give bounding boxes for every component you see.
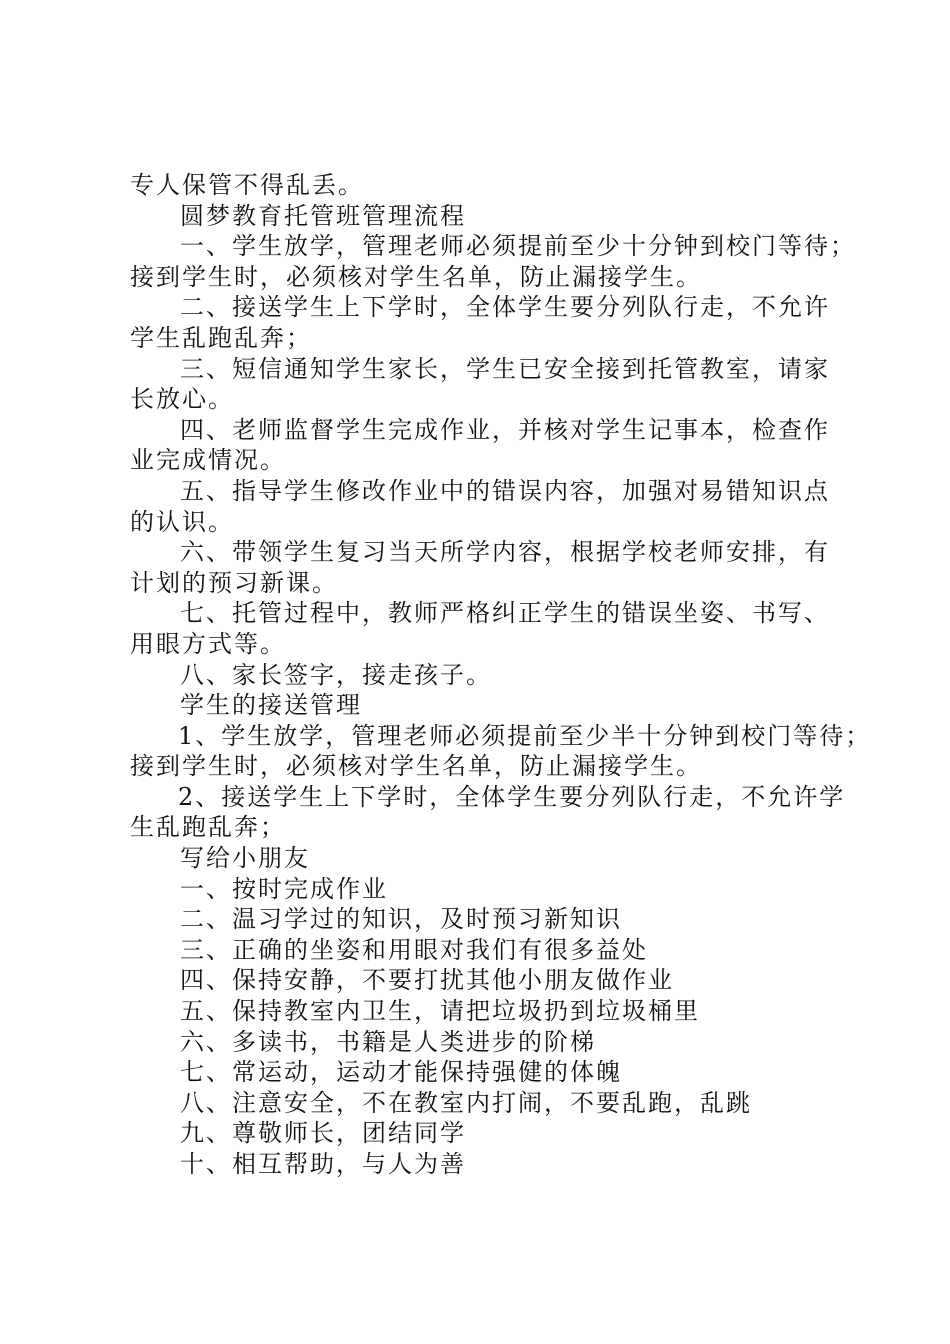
list-item: 七、常运动，运动才能保持强健的体魄 (180, 1058, 622, 1087)
section-heading: 写给小朋友 (180, 844, 310, 873)
list-item: 二、温习学过的知识，及时预习新知识 (180, 905, 622, 934)
list-item: 十、相互帮助，与人为善 (180, 1150, 466, 1178)
text-line: 三、短信通知学生家长，学生已安全接到托管教室，请家 (180, 354, 830, 383)
document-body (130, 170, 872, 1180)
list-item: 八、注意安全，不在教室内打闹，不要乱跑，乱跳 (180, 1088, 752, 1117)
text-line: 二、接送学生上下学时，全体学生要分列队行走，不允许 (180, 293, 830, 322)
text-line: 2、接送学生上下学时，全体学生要分列队行走，不允许学 (178, 782, 846, 811)
text-line: 六、带领学生复习当天所学内容，根据学校老师安排，有 (180, 538, 830, 567)
text-line: 用眼方式等。 (130, 629, 286, 658)
list-item: 一、按时完成作业 (180, 874, 388, 903)
text-line: 八、家长签字，接走孩子。 (180, 660, 492, 689)
text-line: 一、学生放学，管理老师必须提前至少十分钟到校门等待； (180, 232, 856, 261)
text-line: 四、老师监督学生完成作业，并核对学生记事本，检查作 (180, 415, 830, 444)
text-line: 学生乱跑乱奔； (130, 323, 312, 352)
list-item: 三、正确的坐姿和用眼对我们有很多益处 (180, 935, 648, 964)
section-heading: 圆梦教育托管班管理流程 (180, 201, 466, 230)
text-line: 计划的预习新课。 (130, 568, 338, 597)
text-line: 生乱跑乱奔； (130, 813, 286, 842)
text-line: 接到学生时，必须核对学生名单，防止漏接学生。 (130, 752, 702, 781)
text-line: 五、指导学生修改作业中的错误内容，加强对易错知识点 (180, 476, 830, 505)
text-line: 七、托管过程中，教师严格纠正学生的错误坐姿、书写、 (180, 599, 830, 628)
text-line: 1、学生放学，管理老师必须提前至少半十分钟到校门等待； (178, 721, 872, 750)
text-line: 长放心。 (130, 385, 234, 414)
list-item: 九、尊敬师长，团结同学 (180, 1119, 466, 1148)
list-item: 六、多读书，书籍是人类进步的阶梯 (180, 1027, 596, 1056)
section-heading: 学生的接送管理 (180, 691, 362, 720)
text-line: 接到学生时，必须核对学生名单，防止漏接学生。 (130, 262, 702, 291)
text-line: 业完成情况。 (130, 446, 286, 475)
list-item: 四、保持安静，不要打扰其他小朋友做作业 (180, 966, 674, 995)
text-line: 的认识。 (130, 507, 234, 536)
text-line: 专人保管不得乱丢。 (130, 171, 364, 199)
list-item: 五、保持教室内卫生，请把垃圾扔到垃圾桶里 (180, 997, 700, 1026)
